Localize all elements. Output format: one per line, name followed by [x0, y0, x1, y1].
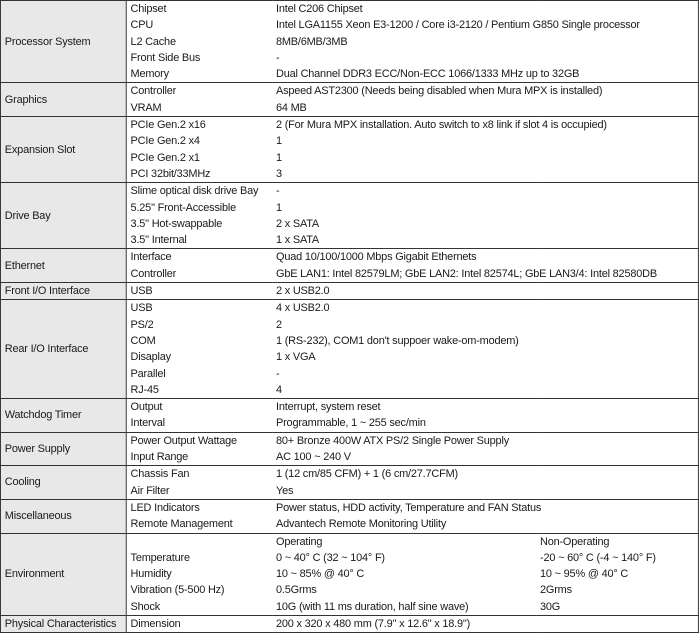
feature-label: PCI 32bit/33MHz [126, 166, 272, 183]
feature-value: 1 (12 cm/85 CFM) + 1 (6 cm/27.7CFM) [272, 466, 698, 483]
feature-value: Interrupt, system reset [272, 399, 698, 416]
feature-value: Programmable, 1 ~ 255 sec/min [272, 415, 698, 432]
category-label: Graphics [0, 83, 126, 117]
feature-value: 2 (For Mura MPX installation. Auto switch to x8 link if slot 4 is occupied) [272, 117, 698, 134]
feature-label: Chipset [126, 1, 272, 18]
feature-value: Intel LGA1155 Xeon E3-1200 / Core i3-2120 / Pentium G850 Single processor [272, 17, 698, 33]
feature-value: Aspeed AST2300 (Needs being disabled when Mura MPX is installed) [272, 83, 698, 100]
feature-value: 80+ Bronze 400W ATX PS/2 Single Power Supply [272, 432, 698, 449]
spec-row [0, 283, 698, 300]
feature-label: COM [126, 333, 272, 349]
feature-label: Power Output Wattage [126, 432, 272, 449]
spec-row [0, 615, 698, 632]
feature-value: Intel C206 Chipset [272, 1, 698, 18]
spec-row [0, 249, 698, 266]
feature-value: 2 x USB2.0 [272, 283, 698, 300]
feature-label: CPU [126, 17, 272, 33]
category-label: Front I/O Interface [0, 283, 126, 300]
feature-value: 200 x 320 x 480 mm (7.9" x 12.6" x 18.9") [272, 615, 698, 632]
spec-row [0, 300, 698, 317]
category-label: Ethernet [0, 249, 126, 283]
category-label: Physical Characteristics [0, 615, 126, 632]
category-label: Processor System [0, 1, 126, 83]
feature-label: Vibration (5-500 Hz) [126, 582, 272, 598]
feature-value: Quad 10/100/1000 Mbps Gigabit Ethernets [272, 249, 698, 266]
feature-value: GbE LAN1: Intel 82579LM; GbE LAN2: Intel 82574L; GbE LAN3/4: Intel 82580DB [272, 266, 698, 283]
feature-label: LED Indicators [126, 499, 272, 516]
feature-value: Advantech Remote Monitoring Utility [272, 516, 698, 533]
category-label: Rear I/O Interface [0, 300, 126, 399]
feature-value: 2 [272, 317, 698, 333]
feature-label: Remote Management [126, 516, 272, 533]
feature-value: Dual Channel DDR3 ECC/Non-ECC 1066/1333 MHz up to 32GB [272, 66, 698, 83]
feature-label: PCIe Gen.2 x1 [126, 150, 272, 166]
environment-header-row [0, 533, 698, 550]
category-label: Cooling [0, 466, 126, 500]
feature-label: Front Side Bus [126, 50, 272, 66]
feature-label: Shock [126, 599, 272, 616]
feature-label: Air Filter [126, 483, 272, 500]
category-label: Miscellaneous [0, 499, 126, 533]
feature-label: Humidity [126, 566, 272, 582]
feature-label: Slime optical disk drive Bay [126, 183, 272, 200]
feature-label: RJ-45 [126, 382, 272, 399]
feature-label: USB [126, 283, 272, 300]
feature-value: AC 100 ~ 240 V [272, 449, 698, 466]
category-label: Expansion Slot [0, 117, 126, 183]
feature-value: 1 (RS-232), COM1 don't suppoer wake-om-modem) [272, 333, 698, 349]
category-label: Power Supply [0, 432, 126, 466]
feature-label: 3.5" Internal [126, 232, 272, 249]
feature-label-empty [126, 533, 272, 550]
feature-value: 1 [272, 200, 698, 216]
non-operating-value: 30G [536, 599, 698, 616]
feature-label: 3.5" Hot-swappable [126, 216, 272, 232]
feature-label: PCIe Gen.2 x4 [126, 133, 272, 149]
feature-label: PCIe Gen.2 x16 [126, 117, 272, 134]
feature-value: - [272, 183, 698, 200]
operating-value: 0.5Grms [276, 584, 317, 597]
spec-row [0, 399, 698, 416]
non-operating-header: Non-Operating [536, 533, 698, 550]
spec-row [0, 83, 698, 100]
feature-label: Dimension [126, 615, 272, 632]
feature-value: Yes [272, 483, 698, 500]
feature-label: L2 Cache [126, 34, 272, 50]
category-label: Environment [0, 533, 126, 615]
feature-value: 1 [272, 150, 698, 166]
feature-label: Output [126, 399, 272, 416]
non-operating-value: 2Grms [536, 582, 698, 598]
feature-label: Chassis Fan [126, 466, 272, 483]
feature-value: 8MB/6MB/3MB [272, 34, 698, 50]
operating-header: Operating [272, 533, 536, 550]
feature-label: Parallel [126, 366, 272, 382]
feature-label: Disaplay [126, 349, 272, 365]
feature-value: 4 x USB2.0 [272, 300, 698, 317]
spec-table-body [0, 1, 698, 633]
spec-row [0, 1, 698, 18]
feature-label: 5.25" Front-Accessible [126, 200, 272, 216]
operating-value: 10G (with 11 ms duration, half sine wave) [272, 599, 536, 616]
feature-label: Interface [126, 249, 272, 266]
spec-row [0, 499, 698, 516]
spec-row [0, 117, 698, 134]
feature-label: Controller [126, 83, 272, 100]
feature-value: - [272, 50, 698, 66]
feature-value: 1 x SATA [272, 232, 698, 249]
feature-label: Interval [126, 415, 272, 432]
category-label: Watchdog Timer [0, 399, 126, 433]
feature-value: 1 [272, 133, 698, 149]
non-operating-value: 10 ~ 95% @ 40° C [536, 566, 698, 582]
feature-label: Memory [126, 66, 272, 83]
feature-label: Controller [126, 266, 272, 283]
feature-value: 1 x VGA [272, 349, 698, 365]
spec-row [0, 432, 698, 449]
operating-value: 10 ~ 85% @ 40° C [276, 568, 365, 581]
non-operating-value: -20 ~ 60° C (-4 ~ 140° F) [536, 550, 698, 566]
spec-row [0, 466, 698, 483]
spec-row [0, 183, 698, 200]
feature-value: - [272, 366, 698, 382]
feature-label: VRAM [126, 100, 272, 117]
feature-value: 64 MB [272, 100, 698, 117]
feature-label: PS/2 [126, 317, 272, 333]
category-label: Drive Bay [0, 183, 126, 249]
feature-label: Temperature [126, 550, 272, 566]
feature-value: 4 [272, 382, 698, 399]
feature-value: 2 x SATA [272, 216, 698, 232]
feature-label: Input Range [126, 449, 272, 466]
feature-value: Power status, HDD activity, Temperature and FAN Status [272, 499, 698, 516]
feature-label: USB [126, 300, 272, 317]
operating-value: 0 ~ 40° C (32 ~ 104° F) [276, 551, 385, 564]
feature-value: 3 [272, 166, 698, 183]
